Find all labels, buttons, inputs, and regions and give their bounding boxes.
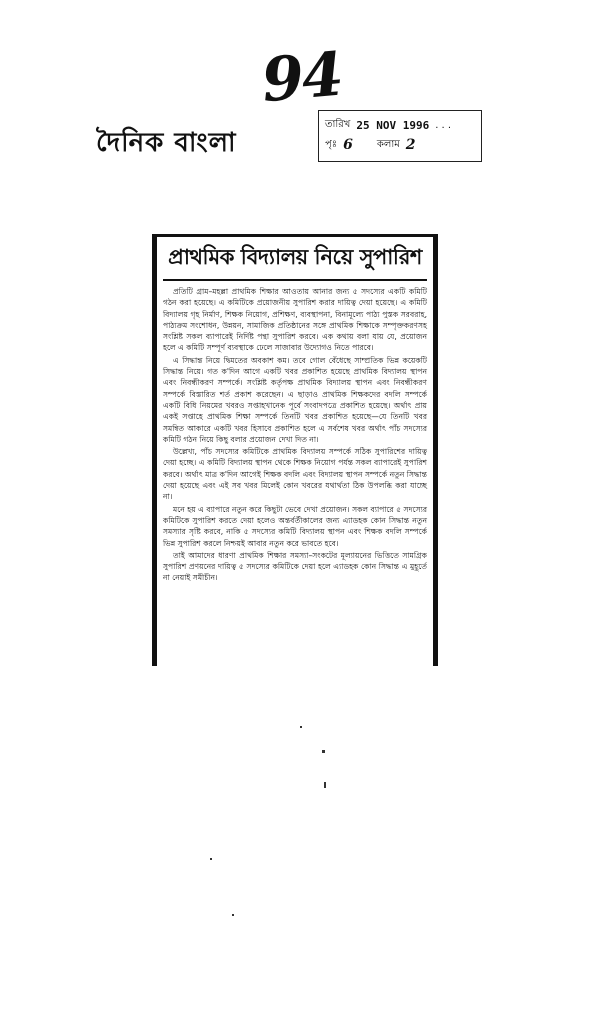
scan-speck — [232, 914, 234, 916]
newspaper-name: দৈনিক বাংলা — [96, 128, 237, 158]
stamp-date-label: তারিখ — [325, 118, 351, 130]
stamp-column-label: কলাম — [376, 138, 400, 150]
article-paragraph: প্রতিটি গ্রাম–মহল্লা প্রাথমিক শিক্ষার আওতায় আনার জন্য ৫ সদস্যের একটি কমিটি গঠন করা হয়েছে। এ কমিটিকে প্রয়োজনীয় সুপারিশ করার দায়িত্ব দেয়া হয়েছে। এ কমিটি বিদ্যালয় গৃহ নির্মাণ, শিক্ষক নিয়োগ, প্রশিক্ষণ, ব্যবস্থাপনা, বিনামূল্যে পাঠ্য পুস্তক সরবরাহ, পাঠ্যক্রম সংশোধন, উন্নয়ন, সামাজিক প্রতিষ্ঠানের সঙ্গে প্রাথমিক শিক্ষাকে সম্পৃক্তকরণসহ সংশ্লিষ্ট সকল ব্যাপারেই নির্দিষ্ট পন্থা সুপারিশ করবে। এক কথায় বলা যায় যে, প্রয়োজন হলে এ কমিটি সম্পূর্ণ ব্যবস্থাকে ঢেলে সাজাবার উদ্যোগও নিতে পারবে। — [163, 287, 427, 353]
stamp-page-label: পৃঃ — [325, 138, 338, 150]
scan-speck — [322, 750, 325, 753]
handwritten-page-number: 94 — [259, 39, 345, 117]
stamp-column-value: 2 — [405, 137, 416, 153]
article-paragraph: তাই আমাদের ধারণা প্রাথমিক শিক্ষার সমস্যা–সংকটের মূল্যায়নের ভিত্তিতে সামগ্রিক সুপারিশ প্রণয়নের দায়িত্ব ৫ সদস্যের কমিটিকে দেয়া হলে এ্যাডহক কোন সিদ্ধান্ত এ মুহূর্তে না নেয়াই সমীচীন। — [163, 550, 427, 583]
stamp-date-row — [325, 115, 475, 135]
article-paragraph: মনে হয় এ ব্যাপারে নতুন করে কিছুটা ভেবে দেখা প্রয়োজন। সকল ব্যাপারে ৫ সদস্যের কমিটিকে সুপারিশ করতে দেয়া হলেও অন্তর্বর্তীকালের জন্য এ্যাডহক কোন সিদ্ধান্ত নতুন সমস্যার সৃষ্টি করবে, নাকি ৫ সদস্যের কমিটি বিদ্যালয় স্থাপন এবং শিক্ষক বদলি সম্পর্কে ভিন্ন সুপারিশ করলে নিশ্চয়ই আবার নতুন করে ভাবতে হবে। — [163, 504, 427, 548]
scan-speck — [210, 858, 212, 860]
article-paragraph: উল্লেখ্য, পাঁচ সদস্যের কমিটিকে প্রাথমিক বিদ্যালয় সম্পর্কে সঠিক সুপারিশের দায়িত্ব দেয়া হচ্ছে। এ কমিটি বিদ্যালয় স্থাপন থেকে শিক্ষক নিয়োগ পর্যন্ত সকল ব্যাপারেই সুপারিশ করবে। অর্থাৎ মাত্র ক'দিন আগেই শিক্ষক বদলি এবং বিদ্যালয় স্থাপন সম্পর্কে নতুন সিদ্ধান্ত দেয়া হয়েছে এবং এই সব খবর মিলেই কোন খবরের যথার্থতা ঠিক উপলব্ধি করা যাচ্ছে না। — [163, 447, 427, 502]
stamp-page-row — [325, 135, 475, 155]
article-headline: প্রাথমিক বিদ্যালয় নিয়ে সুপারিশ — [163, 241, 427, 281]
scan-speck — [300, 726, 302, 728]
date-stamp — [318, 110, 482, 162]
stamp-page-value: 6 — [343, 137, 353, 153]
newspaper-clipping — [152, 234, 438, 666]
article-paragraph: এ সিদ্ধান্ত নিয়ে দ্বিমতের অবকাশ কম। তবে গোল বেঁধেছে সাম্প্রতিক ভিন্ন কয়েকটি সিদ্ধান্ত নিয়ে। গত ক'দিন আগে একটি খবর প্রকাশিত হয়েছে প্রাথমিক বিদ্যালয় স্থাপন এবং নিবন্ধীকরণ সম্পর্কে। সংশ্লিষ্ট কর্তৃপক্ষ প্রাথমিক বিদ্যালয় স্থাপন এবং নিবন্ধীকরণ সম্পর্কে বিস্তারিত শর্ত প্রকাশ করেছেন। এ ছাড়াও প্রাথমিক শিক্ষকদের বদলি সম্পর্কে একটি বিধি নিয়মের খবরও সপ্তাহখানেক পূর্বে সংবাদপত্রে প্রকাশিত হয়েছে। অর্থাৎ প্রায় একই সপ্তাহে প্রাথমিক শিক্ষা সম্পর্কে তিনটি খবর প্রকাশিত হয়েছে—যে তিনটি খবর সমন্বিত আকারে একটি খবর হিসাবে প্রকাশিত হলে এ সর্বশেষ খবর অর্থাৎ পাঁচ সদস্যের কমিটি গঠন নিয়ে কিছু বলার প্রয়োজন দেখা দিত না। — [163, 355, 427, 444]
scan-speck — [324, 782, 326, 788]
stamp-date-value: 25 NOV 1996 — [356, 118, 430, 132]
stamp-dots: . . . — [435, 119, 452, 131]
